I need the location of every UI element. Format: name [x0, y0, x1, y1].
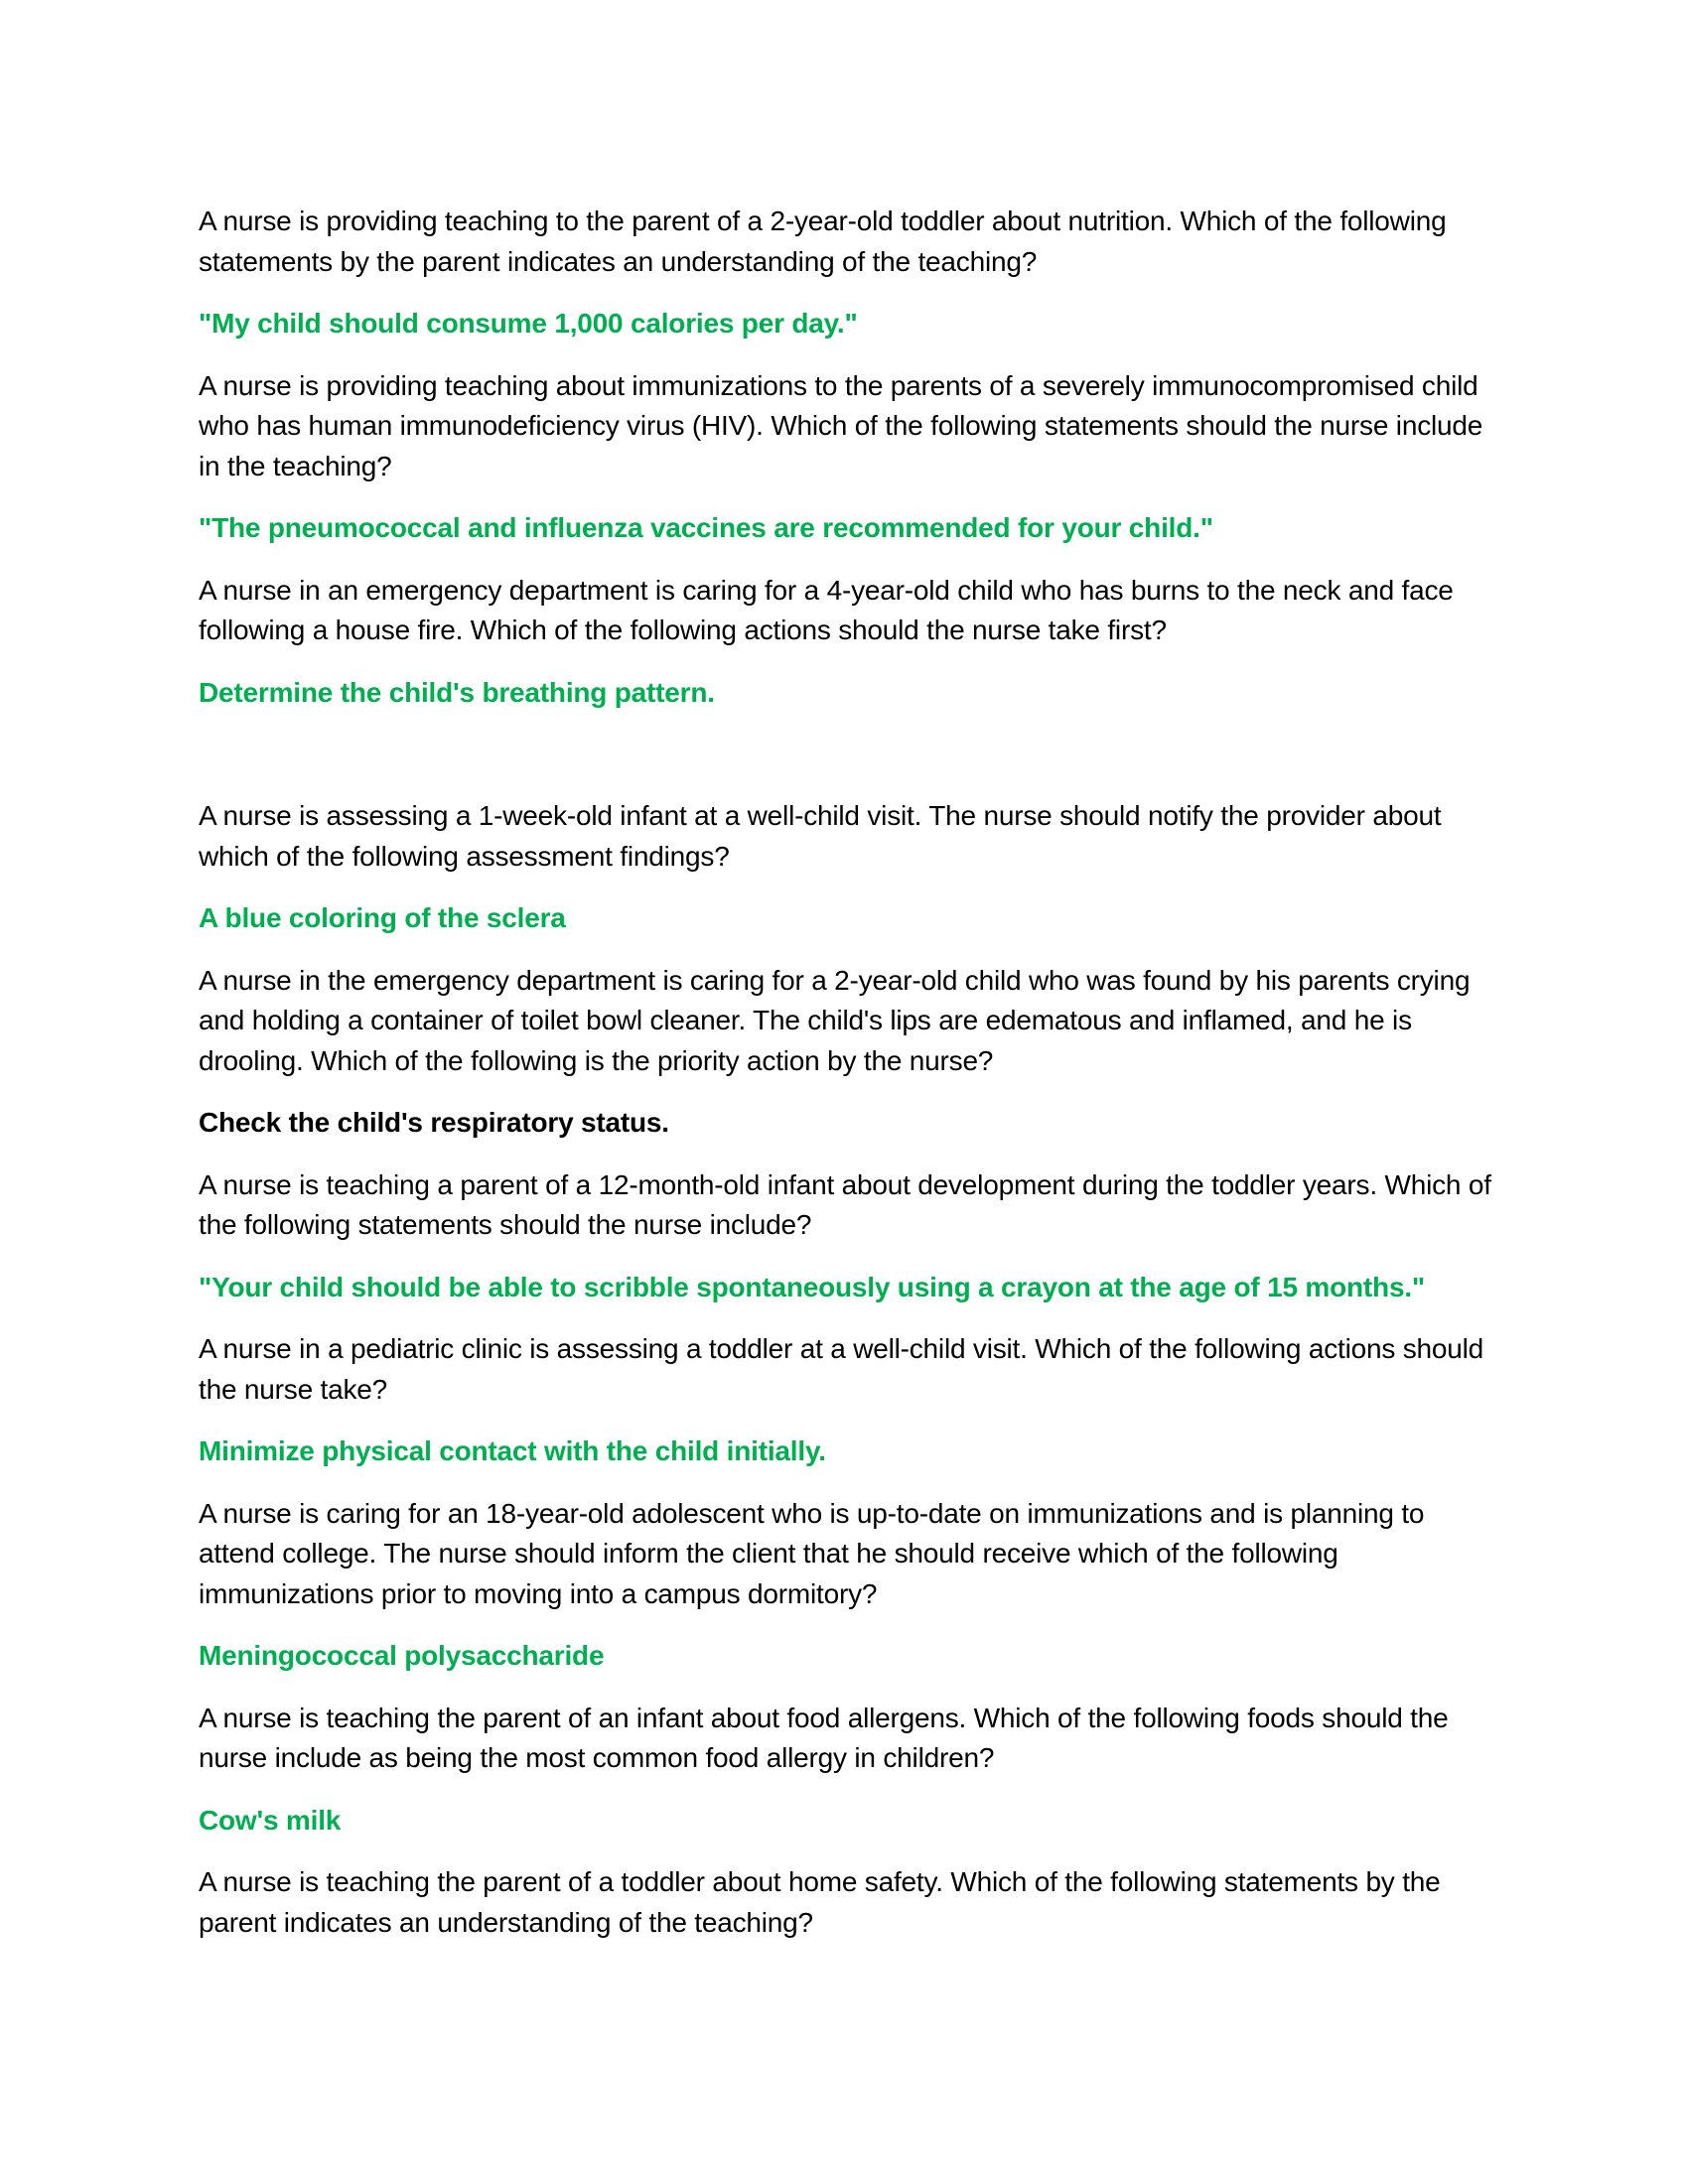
answer-6: "Your child should be able to scribble spontaneously using a crayon at the age of 15 months." — [199, 1271, 1425, 1302]
answer-4: A blue coloring of the sclera — [199, 902, 566, 933]
blank-spacer — [199, 735, 1499, 796]
question-7: A nurse in a pediatric clinic is assessing a toddler at a well-child visit. Which of the following actions should the nurse take? — [199, 1333, 1484, 1405]
answer-2: "The pneumococcal and influenza vaccines are recommended for your child." — [199, 512, 1213, 543]
question-6: A nurse is teaching a parent of a 12-month-old infant about development during the toddler years. Which of the following statements should the nurse include? — [199, 1168, 1491, 1240]
question-5: A nurse in the emergency department is caring for a 2-year-old child who was found by his parents crying and holding a container of toilet bowl cleaner. The child's lips are edematous and inflamed, and he is drooling. Which of the following is the priority action by the nurse? — [199, 964, 1471, 1076]
question-2: A nurse is providing teaching about immunizations to the parents of a severely immunocompromised child who has human immunodeficiency virus (HIV). Which of the following statements should the nurse include in the teaching? — [199, 369, 1483, 481]
answer-7: Minimize physical contact with the child initially. — [199, 1435, 826, 1466]
question-10: A nurse is teaching the parent of a toddler about home safety. Which of the following statements by the parent indicates an understanding of the teaching? — [199, 1866, 1441, 1938]
answer-8: Meningococcal polysaccharide — [199, 1640, 605, 1671]
question-9: A nurse is teaching the parent of an infant about food allergens. Which of the following foods should the nurse include as being the most common food allergy in children? — [199, 1702, 1449, 1773]
document-page — [199, 202, 1499, 1965]
answer-1: "My child should consume 1,000 calories per day." — [199, 308, 858, 339]
answer-3: Determine the child's breathing pattern. — [199, 676, 715, 708]
question-8: A nurse is caring for an 18-year-old adolescent who is up-to-date on immunizations and is planning to attend college. The nurse should inform the client that he should receive which of the following immunizations prior to moving into a campus dormitory? — [199, 1497, 1425, 1609]
answer-5: Check the child's respiratory status. — [199, 1107, 669, 1138]
question-4: A nurse is assessing a 1-week-old infant at a well-child visit. The nurse should notify the provider about which of the following assessment findings? — [199, 800, 1442, 872]
answer-9: Cow's milk — [199, 1804, 342, 1836]
question-1: A nurse is providing teaching to the parent of a 2-year-old toddler about nutrition. Which of the following statements by the parent indicates an understanding of the teaching? — [199, 205, 1447, 277]
question-3: A nurse in an emergency department is caring for a 4-year-old child who has burns to the neck and face following a house fire. Which of the following actions should the nurse take first? — [199, 574, 1454, 645]
